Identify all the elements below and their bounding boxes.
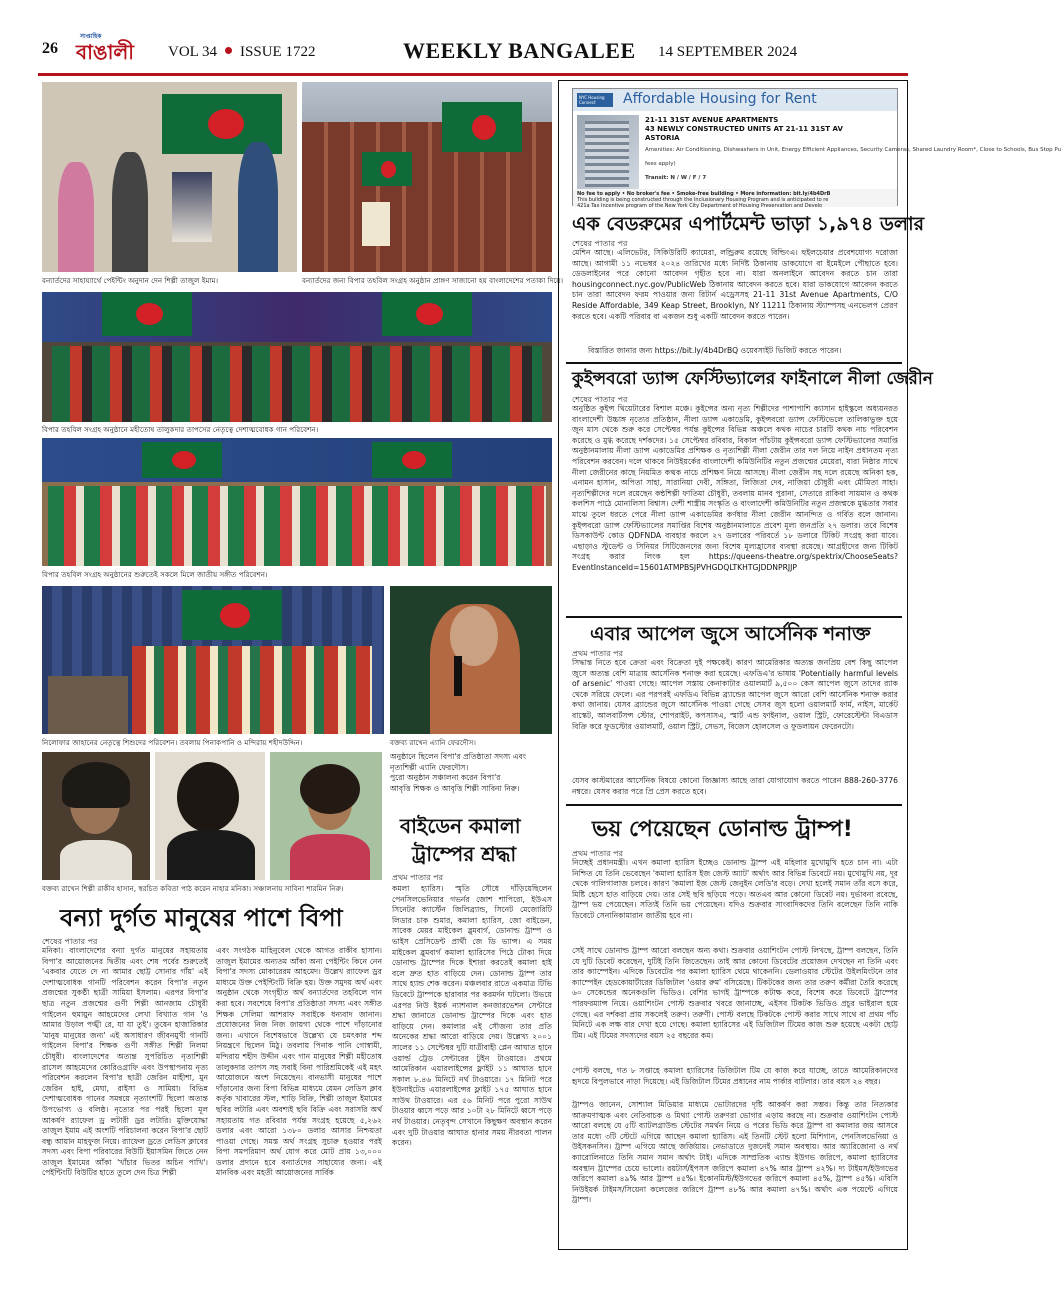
trump-headline: ভয় পেয়েছেন ডোনাল্ড ট্রাম্প! xyxy=(592,817,853,842)
ad-amenities-2: fees apply) xyxy=(645,161,676,167)
caption-tajul-imam: বন্যার্তদের সাহায্যার্থে পেইন্টিং অনুদান দেন শিল্পী তাজুল ইমাম। xyxy=(42,276,219,285)
side-note-line: নৃত্যশিল্পী এ্যানি ফেরদৌস। xyxy=(390,762,469,772)
bangladesh-flag-icon xyxy=(142,442,222,478)
side-note xyxy=(390,752,552,800)
logo-text: বাঙালী xyxy=(76,40,135,64)
trump-byline: প্রথম পাতার পর xyxy=(572,849,623,858)
musicians xyxy=(48,676,128,734)
biden-byline: প্রথম পাতার পর xyxy=(392,873,443,882)
caption-patriotic-song: বিপার তহবিল সংগ্রহ অনুষ্ঠানে মহীতোষ তালুকদার তাপসের নেতৃত্বে দেশাত্মবোধক গান পরিবেশন। xyxy=(42,425,319,434)
bangladesh-flag-icon xyxy=(182,590,282,640)
paper-name: WEEKLY BANGALEE xyxy=(403,38,636,63)
side-note-line: পুরো অনুষ্ঠান সঞ্চালনা করেন বিপা'র xyxy=(390,773,501,783)
bangladesh-flag-icon xyxy=(382,292,472,336)
volume-issue xyxy=(168,44,315,61)
performers-row xyxy=(52,346,542,422)
ad-line-1: 21-11 31ST AVENUE APARTMENTS xyxy=(645,116,779,124)
ad-amenities: Amenities: Air Conditioning, Dishwashers in Unit, Energy Efficient Appliances, Security Cameras, Shared Laundry Room*, Close to Schools, Bus Stop Pu xyxy=(645,147,1061,153)
section-divider xyxy=(566,804,902,806)
dance-byline: শেষের পাতার পর xyxy=(572,395,628,404)
paper-logo xyxy=(76,33,135,68)
hair xyxy=(177,762,239,832)
bangladesh-flag-icon xyxy=(372,442,452,478)
biden-body: কমলা হ্যারিস। স্মৃতি সৌধে দাঁড়িয়েছিলেন পেনসিলভেনিয়ার গভর্নর জোশ শাপিরো, ইউএস সিনেটর ক্যার্স্টেন জিলিব্র্যান্ড, সিনেট মেজোরিটি লিডার চাক শুমার, কমালা হ্যারিস, জো বাইডেন, সাবেক মেয়র মাইকেল ব্লুমবার্গ, ডোনাল্ড ট্রাম্প ও ভাইস প্রেসিডেন্ট প্রার্থী জে ডি ভ্যান্স। এ সময় মাইকেল ব্লুমবার্গ কমালা হ্যারিসের পিঠে টোকা দিয়ে ডোনাল্ড ট্রাম্পের দিকে ইশারা করতেই কমালা হাই বলে দ্রুত হাত বাড়িয়ে দেন। ডোনাল্ড ট্রাম্প তার সাথে হ্যান্ড শেক করেন। মঞ্চলবার রাতে একমাত্র টিভি ডিবেটে ট্রাম্পকে হারাবার পর করমর্দন ঘটলো। উভয়ে এরপর নিউ ইয়র্ক ন্যাশনাল কনজারভেশন সেন্টারে শ্রদ্ধা জানাতে ডোনাল্ড ট্রাম্পের দিকে এবং হাত বাড়িয়ে দেন। কমালার এই সৌজন্য তার প্রতি অনেকের শ্রদ্ধা আরো বাড়িয়ে দেয়। উল্লেখ্য ২০০১ সালের ১১ সেপ্টেম্বর দুটি যাত্রীবাহী প্লেন আঘাত হানে ওয়ার্ল্ড ট্রেড সেন্টারের টুইন টাওয়ারে। প্রথমে আমেরিকান এয়ারলাইন্সের ফ্লাইট ১১ আঘাত হানে সকাল ৮.৪৬ মিনিটে নর্থ টাওয়ারে। ১৭ মিনিট পরে ইউনাইটেড এয়ারলাইন্সের ফ্লাইট ১৭৫ আঘাত হানে সাউথ টাওয়ারে। এর ৫৬ মিনিট পরে পুরো সাউথ টাওয়ার ধ্বসে পড়ে আর ১০টা ২৮ মিনিটে ধ্বসে পড়ে নর্থ টাওয়ার। নেতৃবৃন্দ সেখানে কিছুক্ষণ অবস্থান করেন এবং দুটি টাওয়ার আঘাত হানার সময় নীরবতা পালন করেন। xyxy=(392,884,552,1148)
volume: VOL 34 xyxy=(168,44,218,60)
trump-body-3: পোস্ট বলছে, গত ৮ সপ্তাহে কমালা হ্যারিসের ডিজিটাল টিম যে কাজ করে যাচ্ছে, তাতে আমেরিকানদের হৃদয়ে বিপুলভাবে নাড়া দিয়েছে। এই ডিজিটাল টিমের প্রধানের নাম পার্কার বাটলার। তার বয়স ২৪ বছর। xyxy=(572,1066,898,1086)
housing-body: মেশিন আছে। এলিভেটর, সিকিউরিটি ক্যামেরা, লন্ড্রিরুম রয়েছে বিল্ডিংএ। হুইলচেয়ার প্রবেশযোগ্য দরোজা আছে। আগামী ১১ নভেম্বর ২০২৪ তারিখের মধ্যে নির্দিষ্ট ঠিকানায় ডাকযোগে বা ইমেইলে পৌছাতে হবে। ডেডলাইনের পরে কোনো আবেদন গৃহীত হবে না। যারা অনলাইনে আবেদন করতে চান তারা housingconnect.nyc.gov/PublicWeb ঠিকানায় আবেদন করতে হবে। যারা ডাকযোগে আবেদন করতে চান তারা আবেদন ফরম পাওয়ার জন্য রিটার্ন এড্রেসসহ 21-11 31st Avenue Apartments, C/O Reside Affordable, 349 Keap Street, Brooklyn, NY 11211 ঠিকানায় স্ট্যাম্পসহ এনভেলপ প্রেরণ করতে হবে। একটি পরিবার বা একজন শুধু একটি আবেদন করতে পারেন। xyxy=(572,248,898,321)
housing-byline: শেষের পাতার পর xyxy=(572,239,628,248)
side-note-line: অনুষ্ঠানে ছিলেন বিপা'র প্রতিষ্ঠাতা সদস্য এবং xyxy=(390,752,527,761)
dance-body: অনুষ্ঠিত কুইন্স থিয়েটারের বিশাল মঞ্চে। কুইন্সের অন্য নৃত্য শিল্পীদের পাশাপাশি ক্যাসান হাইস্কুলে অধ্যয়নরত বাংলাদেশী উচ্চাঙ্গ নৃত্যের প্রতিষ্ঠান, নীলা ড্যান্স একাডেমি, কুইন্সবরো ড্যান্স ফেস্টিভেলে তালিকাভুক্ত হয়ে জুন মাস থেকে শুরু করে সেপ্টেম্বর পর্যন্ত কুইন্সের বিভিন্ন অঞ্চলে কথক নাচের চারটি কথক নাচ পরিবেশন করেছে ও মুগ্ধ করেছে দর্শকদের। ১৫ সেপ্টেম্বর রবিবার, বিকাল পাঁচটায় কুইন্সবরো ড্যান্স ফেস্টিভ্যালের সমাপ্তি অনুষ্ঠানমালায় নীলা ড্যান্স একাডেমির প্রশিক্ষক ও নৃত্যশিল্পী নীলা জেরীন তার দল নিয়ে নাইন প্রধানতম নৃত্য পরিবেশন করবেন। দলে থাকবে নিউইয়র্কের বাংলাদেশী কমিউনিটির নতুন প্রজন্মের মেয়েরা, যারা নিষ্ঠার সাথে নীলা জেরীনের কাছে নিয়মিত কত্থক নাচে প্রশিক্ষণ নিয়ে আসছে। নীলা জেরীন সহ দলে রয়েছে অনিকা হক, এনামন হাসান, অপিতা সাহা, সারানিয়া দেবী, সঙ্গিতা, লিজিতা দেব, নাজিয়া চৌধুরী এবং মৌমিতা সাহা। নৃত্যশিল্পীদের দলে রয়েছেন কন্ঠশিল্পী ফাতিমা চৌধুরী, তবলায় মানব পুরানা, সেতারে রাকিবা সায়মান ও কথক কলশিস পাঠে মোনালিসা বিশ্বাস। দেশী শাস্ত্রীয় সংস্কৃতি ও বাংলাদেশী কমিউনিটির নতুন প্রজন্মকে মুগ্ধতার সবার মাঝে তুলে ধরতে পেরে নীলা ড্যান্স একাডেমির কর্ণধার নীলা জেরীন আনন্দিত ও গর্বিত বলে জানান। কুইন্সবরো ড্যান্স ফেস্টিভ্যালের সমাপ্তির বিশেষ অনুষ্ঠানমালাতে প্রবেশ মূল্য জনপ্রতি ২৭ ডলার। তবে বিশেষ ডিসকাউন্ট কোড QDFNDA ব্যবহার করলে ২৭ ডলারের পরিবর্তে ১৮ ডলারে টিকিট সংগ্রহ করা যাবে। এছাড়াও স্টুডেন্ট ও সিনিয়র সিটিজেনদের জন্য বিশেষ মূল্যহ্রাসের ব্যবস্থা রয়েছে। আগ্রহীদের জন্য টিকিট সংগ্রহ করার লিংক হল https://queens-theatre.org/spektrix/ChooseSeats?EventInstanceId=15601ATMPBSJPVHGDQLTKHTGJDDNPRJJP xyxy=(572,404,898,572)
person-figure xyxy=(167,830,255,880)
person-figure xyxy=(112,152,148,272)
photo-children-performance xyxy=(42,586,384,734)
caption-children: নিলোফার জাহানের নেতৃত্বে শিশুদের পরিবেশন। তবলায় পিনাকপানি ও মন্দিরায় শহীদউদ্দিন। xyxy=(42,738,303,747)
photo-nahar-monika xyxy=(155,752,265,880)
bangladesh-flag-icon xyxy=(442,102,522,152)
hair xyxy=(62,762,130,808)
side-note-line: আবৃত্তি শিক্ষক ও আবৃত্তি শিল্পী সাবিনা নিরু। xyxy=(390,783,520,793)
flood-body-col-2: এবং সংগঠক মাহিনুবেল থেকে আগত রাকীব হাসান। তাজুল ইমামের অন্যতম আঁকা অন্য পেইন্টিং কিনে নেন বিপা'র সদস্য মোকারেরম আহমেদ। উল্লেখ র‍্যাফেল ড্রর মাধ্যমে উক্ত পেইন্টিংটি বিক্রি হয়। উক্ত সমুদয় অর্থ এবং অনুষ্ঠান থেকে সংগৃহীত অর্থ বন্যার্তদের তহবিলে দান করা হবে। সবশেষে বিপা'র প্রতিষ্ঠাতা সদস্য এবং সঙ্গীত শিক্ষক সেলিমা আশরাফ সবাইকে ধন্যবাদ জানান। প্রযোজনের নিজ নিজ জায়গা থেকে পাশে দাঁড়ানোর জন্য। এখানে বিশেষভাবে উল্লেখ্য যে চমৎকার শব্দ নিয়ন্ত্রণে ছিলেন মিঠু। তবলায় পিনাক পানি গোস্বামী, মন্দিরায় শহীদ উদ্দীন এবং গান মানুষের শিল্পী মহীতোষ তালুকদার তাপস সহ সবাই বিনা পারিশ্রমিকেই এই মহৎ আয়োজনে অংশ নিয়েছেন। বানভাসী মানুষের পাশে দাঁড়ানোর জন্য বিপা বিভিন্ন মাধ্যমে যেমন লেডিস ক্লাব কর্তৃক খাবারের স্টল, শাড়ি বিক্রি, শিল্পী তাজুল ইমামের ছবির লটারি এবং অবশ্যই ছবি বিক্রি এবং সরাসরি অর্থ সহায়তায় গত রবিবার পর্যন্ত সংগ্রহ হয়েছে ৫,২৬২ ডলার এবং আরো ১৩৮০ ডলার আসার নিশ্চয়তা পাওয়া গেছে। সমস্ত অর্থ সংগ্রহ সুচারু হওয়ার পরই বিপা সমপরিমাণ অর্থ যোগ করে মোট প্রায় ১৩,০০০ ডলার প্রদানে হবে বন্যার্তদের সাহায্যের জন্য। এই মানবিক এবং মহতী আয়োজনের সার্বিক xyxy=(216,946,382,1178)
flood-byline: শেষের পাতার পর xyxy=(42,937,98,946)
poster-board xyxy=(362,202,390,246)
trump-body-4: ট্রাম্পও জানেন, সোশ্যাল মিডিয়ার মাধ্যমে ভোটারদের দৃষ্টি আকর্ষণ করা সম্ভব। কিন্তু তার নিত্যকার আক্রমণাত্মক এবং নেতিবাচক ও মিথ্যা পোস্ট তরুণরা ভোগার এড়ায় করছে না। শুক্রবার ওয়াশিংটন পোস্ট আরো বলছে যে ৫টি ব্যাটলগ্রাউন্ড স্টেটের সমর্থন নিয়ে ও পরের ভিডি করে ট্রাম্প বা কমালার জয় আসবে তার মধ্যে ৩টি স্টেটে এগিয়ে আছেন কমালা হ্যারিস। এই তিনটি স্টেট হলো মিশিগান, পেনসিলভেনিয়া ও উইসকনসিন। ট্রাম্প এগিয়ে আছে জর্জিয়ায়। নেভাডাতে দুজনেই সমান অবস্থায়। আর অ্যারিজোনা ও নর্থ ক্যারোলিনাতে তিনি সমান সমান অর্থাৎ টাই। এদিকে সাম্প্রতিক এ্যান্ড ইউগভ জরিপে, কমালা হ্যারিসের অবস্থান ট্রাম্পের চেয়ে ভালো। রয়টার্স/ইপসস জরিপে কমালা ৪৭% আর ট্রাম্প ৪২%। দ্য টাইমস/ইউগভের জরিপে কমালা ৪৯% আর ট্রাম্প ৪৫%। ইকোনমিস্ট/ইউগভের জরিপে কমালা ৪৫%, ট্রাম্প ৪৫%। এবিসি নিউইয়র্ক টাইমস/সিয়েনা কলেজের জরিপে ট্রাম্প ৪৮% আর কমালা ৪৭%। অর্থাৎ এক পয়েন্টে এগিয়ে ট্রাম্প। xyxy=(572,1100,898,1205)
ad-line-3: ASTORIA xyxy=(645,134,680,142)
section-divider xyxy=(566,362,902,364)
section-divider xyxy=(566,616,902,618)
ad-transit: Transit: N / W / F / 7 xyxy=(645,175,707,181)
flood-body-col-1: মনিকা। বাংলাদেশের বন্যা দুর্গত মানুষের সহায়তায় বিপা'র আয়োজনের দ্বিতীয় এবং শেষ পর্বের শুরুতেই 'একবার যেতে দে না আমার ছোট্ট সোনার গাঁয়' এই দেশাত্মবোধক গানটি পরিবেশন করেন বিপা'র নতুন প্রজন্মের সুকণ্ঠী ছাত্রী সামিয়া ইসলাম। এরপর বিপা'র ছাত্র নতুন প্রজন্মের গুণী শিল্পী আনজাম চৌধুরী গাইলেন হুমায়ুন আহমেদের লেখা বিখ্যাত গান 'ও আমার উড়াল পঙ্খী রে, যা যা তুই'। তুষেন হাজারিকার 'মানুষ মানুষের জন্য' এই অসাধারণ জীবনমুখী গানটি গাইলেন বিপা'র শিক্ষক গুণী সঙ্গীত শিল্পী নিলমা চৌধুরী। বাংলাদেশের অত্যন্ত সুপরিচিত নৃত্যশিল্পী রাসেল আহমেদের কোরিওগ্রাফি এবং উপস্থাপনায় নৃত্য পরিবেশন করলেন বিপা'র ছাত্রী জেরিন মাহীশা, মুন জেরিন হাই, মেঘা, রাইসা ও সামিয়া। বিভিন্ন দেশাত্মবোধক গানের সমন্বয়ে নৃত্যাংশটি ছিলো অত্যন্ত উপভোগ্য ও বলিষ্ঠ। নৃত্যের পর পরই ছিলো মূল আকর্ষণ র‍্যাফেল ড্র লটারী ড্রর লটারি। মুক্তিযোদ্ধা তাজুল ইমাম এই অংশটি পরিচালনা করেন বিপা'র ছোট বন্ধু আয়ান মাহফুজ নিয়ে। র‍্যাফেল ড্রতে লেডিস ক্লাবের সদস্য এবং বিপা পরিবারের বিউটি ইয়াসমিন জিতে নেন তাজুল ইমামের আঁকা 'খাঁচার ভিতর অচিন পাখি'। পেইন্টিংটি বিউটির হাতে তুলে দেন চিত্র শিল্পী xyxy=(42,946,208,1178)
caption-anne-ferdous: বক্তব্য রাখেন এ্যানি ফেরদৌস। xyxy=(390,738,477,747)
person-figure xyxy=(58,162,94,272)
ad-footer xyxy=(573,189,897,207)
children-row xyxy=(132,646,372,734)
housing-ad xyxy=(572,88,1061,209)
bangladesh-flag-icon xyxy=(102,292,192,336)
biden-headline-1: বাইডেন কমালা xyxy=(400,814,521,838)
ad-footer-line: No fee to apply • No broker's fee • Smoke-free building • More information: bit.ly/4b4DrB xyxy=(577,191,831,197)
person-figure xyxy=(290,834,370,880)
caption-speakers: বক্তব্য রাখেন শিল্পী রাকীব হাসান, স্বরচিত কবিতা পাঠ করেন নাহার মনিকা। সঞ্চালনায় সাবিনা শারমিন নিরু। xyxy=(42,884,344,893)
flood-headline: বন্যা দুর্গত মানুষের পাশে বিপা xyxy=(60,904,343,932)
microphone-icon xyxy=(454,656,462,696)
apple-headline: এবার আপেল জুসে আর্সেনিক শনাক্ত xyxy=(590,623,871,645)
photo-anne-ferdous xyxy=(390,586,552,734)
building-icon xyxy=(577,115,639,191)
ad-footer-line: 421a Tax Incentive program of the New York City Department of Housing Preservation and Develo xyxy=(577,203,823,209)
trump-body-2: সেই সাথে ডোনাল্ড ট্রাম্প আরো বলছেন অন্য কথা। শুক্রবার ওয়াশিংটন পোস্ট লিখছে, ট্রাম্প বলছেন, তিনি যে দুটি ডিবেট করেছেন, দুটিই তিনি জিতেছেন। তাই আর কোনো ডিবেটের প্রয়োজন দেখছেন না তিনি এবং তার ক্যাম্পেইন। এদিকে ডিবেটের পর কমালা হ্যারিস থেমে থাকেননি। ডেলাওয়ার স্টেটের উইলমিংটনে তার ক্যাম্পেইন হেডকোয়ার্টারের ডিজিটাল 'ওয়ার রুম' বসিয়েছে। টিকটকের জন্য তার তরুণ কর্মীরা তৈরি করেছে ৬০ সেকেন্ডের অনেকগুলি ভিডিও। বেশির ভাগই ট্রাম্পকে কটাক্ষ করে, বিশেষ করে ডিবেটে ট্রাম্পের পারফরম্যান্স নিয়ে। ওয়াশিংটন পোস্ট শুক্রবার খবরে জানাচ্ছে, এইসব টিকটক ভিডিও প্রচুর ভাইরাল হয়ে গেছে। এর দর্শকরা প্রায় সকলেই তরুণ। তরুণী। পোস্ট বলছে টিকটকে পোস্ট করার সাথে সাথে বা প্রথম পাঁচ মিনিটে এক লক্ষ বার দেখা হয়ে গেছে। কমালা হ্যারিসের এই ডিজিটাল টিমের কাজ শুরু হয়েছে একটা ছোট্ট টিম। এই টিমের সদস্যদের বয়স ২৫ বছরের কম। xyxy=(572,946,898,1040)
ad-footer-line: This building is being constructed through the Inclusionary Housing Program and is anticipated to re xyxy=(577,197,829,203)
ad-line-2: 43 NEWLY CONSTRUCTED UNITS AT 21-11 31ST AV xyxy=(645,125,843,133)
ad-title: Affordable Housing for Rent xyxy=(623,91,817,107)
photo-venue-flags xyxy=(302,82,552,272)
housing-connect-logo: NYC Housing Connect xyxy=(577,93,613,107)
trump-body: নিচ্ছেই প্রধানমন্ত্রী। এখন কমালা হ্যারিস ইচ্ছেও ডোনাল্ড ট্রাম্প এই মহিলার মুখোমুখি হতে চান না। এটা নিশ্চিত যে তিনি ভেবেছেন 'কমালা হ্যারিস ইজ জেস্ট অ্যাট' অর্থাৎ আর বিভিন্ন ডিবেটে নয়। মুখোমুখি নয়, দূর থেকে গালিগালাজ চলবে। কারণ 'কমালা ইজ জেস্ট জেনুইন লেডি'র বড়ে। দেখা হলেই সমান তাঁর বসে করে, মিষ্টি হেসে হাত বাড়িয়ে দেয়। তার সেই ছবি ছড়িয়ে পড়ে। অতএব আর কোনো ডিবেট নয়। দুর্ভাবনা রবেছে, ট্রাম্প ভয় পেয়েছেন। সত্যিই তিনি ভয় পেয়েছেন। যদিও শুক্রবার সাংবাদিকদের তিনি বলেছেন তিনি নাকি ডিবেটে সেনানিকামারান জাতীয় হবে না। xyxy=(572,858,898,920)
housing-headline: এক বেডরুমের এপার্টমেন্ট ভাড়া ১,৯৭৪ ডলার xyxy=(572,213,925,235)
choir-row xyxy=(48,486,546,566)
caption-venue: বন্যার্তদের জন্য বিপার তহবিল সংগ্রহ অনুষ্ঠান প্রাঙ্গণ সাজানো হয় বাংলাদেশের পতাকা দিয়ে। xyxy=(302,276,564,285)
issue-date: 14 SEPTEMBER 2024 xyxy=(658,44,798,60)
person-figure xyxy=(60,840,132,880)
apple-body: সিদ্ধান্ত নিতে হবে ক্রেতা এবং বিক্রেতা দুই পক্ষকেই। কারণ আমেরিকার অত্যন্ত জনপ্রিয় বেশ কিছু আপেল জুসে অত্যন্ত বেশি মাত্রায় আর্সেনিক শনাক্ত করা হয়েছে। এফডিএ'র ভাষায় 'Potentially harmful levels of arsenic' পাওয়া গেছে। আপেল সস্তায় কেনাকাটার ওয়ালমার্ট ৯,৫০০ কেস আপেল জুসে তাদের র‍্যাক থেকে সরিয়ে ফেলে। এর পরপরই এফডিএ বিভিন্ন ব্র্যান্ডের আপেল জুসে আরো বেশি আর্সেনিক শনাক্ত করার কথা জানায়। যেসব ব্র্যান্ডের জুসে আর্সেনিক পাওয়া গেছে সেসব জুস হলো ওয়ালমার্ট ফার্ম, নাইস, মার্কেট বাস্কেট, আলবার্টসন্স স্টোর, শোপরাইট, কপসাসএ, স্মার্ট এন্ড ফাইনাল, ওয়াল স্ট্রিট, ফোরেস্টেন্টা বিএডাস বিক্রি করে ফুডস্টোর ওয়ালমার্ট, ওয়াল স্ট্রিট, সেভস, বিজেস হোলসেল ও ফুডলায়ন ফেরেনটো। xyxy=(572,658,898,731)
painting-image xyxy=(172,172,212,242)
masthead xyxy=(38,33,908,76)
stage-backdrop xyxy=(42,438,552,482)
apple-byline: প্রথম পাতার পর xyxy=(572,649,623,658)
apple-contact: যেসব কাস্টমারের আর্সেনিক বিষয়ে কোনো জিজ্ঞাস্য আছে তারা যোগাযোগ করতে পারেন 888-260-3776 নম্বরে। যেসব করার পরে প্রি প্রেস করতে হবে। xyxy=(572,776,898,796)
page-number: 26 xyxy=(42,40,58,57)
dance-headline: কুইন্সবরো ড্যান্স ফেস্টিভ্যালের ফাইনালে নীলা জেরীন xyxy=(572,369,933,389)
photo-sabina-nirum xyxy=(270,752,382,880)
logo-tag: সাপ্তাহিক xyxy=(80,33,102,40)
photo-tajul-imam-painting xyxy=(42,82,297,272)
photo-national-anthem xyxy=(42,438,552,566)
person-figure xyxy=(238,142,278,272)
photo-patriotic-song xyxy=(42,292,552,422)
separator-dot-icon xyxy=(225,47,232,54)
caption-national-anthem: বিপার তহবিল সংগ্রহ অনুষ্ঠানের শুরুতেই সকলে মিলে জাতীয় সঙ্গীত পরিবেশন। xyxy=(42,570,268,579)
bangladesh-flag-icon xyxy=(362,152,412,186)
hair xyxy=(300,764,360,814)
issue: ISSUE 1722 xyxy=(240,44,316,60)
biden-headline-2: ট্রাম্পের শ্রদ্ধা xyxy=(412,842,517,866)
photo-rakib-hasan xyxy=(42,752,150,880)
housing-more-info: বিস্তারিত জানার জন্য https://bit.ly/4b4DrBQ ওয়েবসাইট ভিজিট করতে পারেন। xyxy=(588,346,842,355)
